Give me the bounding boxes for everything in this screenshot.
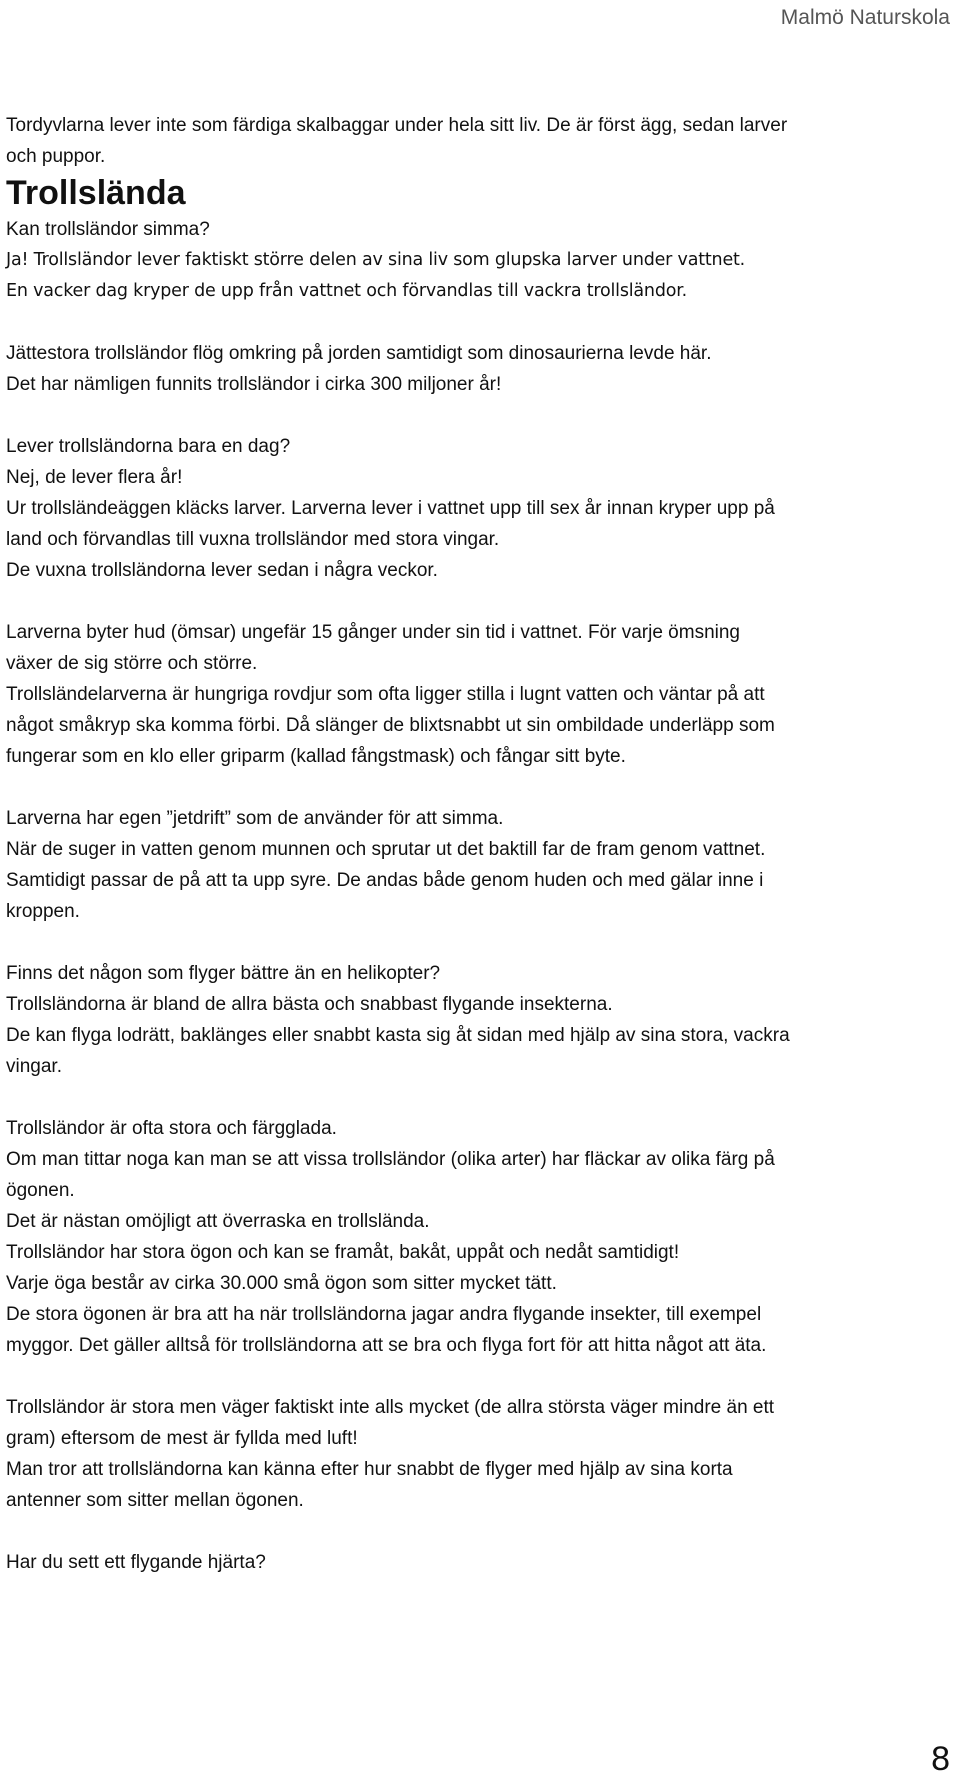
text-line: fungerar som en klo eller griparm (kallad fångstmask) och fångar sitt byte. [6, 746, 626, 767]
paragraph-heart [6, 1547, 946, 1578]
section-title: Trollslända [6, 174, 186, 212]
text-line: De stora ögonen är bra att ha när trollsländorna jagar andra flygande insekter, till exempel [6, 1304, 762, 1325]
text-line: Ur trollsländeäggen kläcks larver. Larverna lever i vattnet upp till sex år innan kryper upp på [6, 498, 775, 519]
paragraph-jet [6, 803, 946, 927]
paragraph-lifespan [6, 431, 946, 586]
page-number: 8 [931, 1740, 950, 1778]
text-line: Kan trollsländor simma? [6, 219, 210, 240]
text-line: växer de sig större och större. [6, 653, 258, 674]
text-line: antenner som sitter mellan ögonen. [6, 1490, 304, 1511]
paragraph-dinosaurs [6, 338, 946, 400]
text-line: De kan flyga lodrätt, baklänges eller snabbt kasta sig åt sidan med hjälp av sina stora, vackra [6, 1025, 790, 1046]
text-line: Trollsländorna är bland de allra bästa och snabbast flygande insekterna. [6, 994, 613, 1015]
text-line: gram) eftersom de mest är fyllda med luft! [6, 1428, 358, 1449]
text-line: Det är nästan omöjligt att överraska en trollslända. [6, 1211, 430, 1232]
text-line: Larverna har egen ”jetdrift” som de använder för att simma. [6, 808, 504, 829]
text-line: Lever trollsländorna bara en dag? [6, 436, 291, 457]
text-line: När de suger in vatten genom munnen och sprutar ut det baktill far de fram genom vattnet. [6, 839, 766, 860]
text-line: vingar. [6, 1056, 62, 1077]
text-line: Ja! Trollsländor lever faktiskt större delen av sina liv som glupska larver under vattnet. [6, 250, 746, 270]
text-line: myggor. Det gäller alltså för trollsländorna att se bra och flyga fort för att hitta något att äta. [6, 1335, 767, 1356]
text-line: kroppen. [6, 901, 80, 922]
text-line: något småkryp ska komma förbi. Då slänger de blixtsnabbt ut sin ombildade underläpp som [6, 715, 775, 736]
text-line: Tordyvlarna lever inte som färdiga skalbaggar under hela sitt liv. De är först ägg, sedan larver [6, 115, 788, 136]
header-org-name: Malmö Naturskola [780, 6, 950, 29]
paragraph-eyes [6, 1113, 946, 1361]
text-line: Om man tittar noga kan man se att vissa trollsländor (olika arter) har fläckar av olika färg på [6, 1149, 775, 1170]
text-line: Nej, de lever flera år! [6, 467, 183, 488]
paragraph-larvae [6, 617, 946, 772]
text-line: Trollsländor är ofta stora och färgglada. [6, 1118, 337, 1139]
text-line: De vuxna trollsländorna lever sedan i några veckor. [6, 560, 438, 581]
paragraph-swim [6, 214, 946, 307]
intro-paragraph [6, 110, 946, 172]
text-line: Har du sett ett flygande hjärta? [6, 1552, 266, 1573]
text-line: Trollsländor har stora ögon och kan se framåt, bakåt, uppåt och nedåt samtidigt! [6, 1242, 680, 1263]
text-line: och puppor. [6, 146, 106, 167]
paragraph-weight [6, 1392, 946, 1516]
text-line: Samtidigt passar de på att ta upp syre. De andas både genom huden och med gälar inne i [6, 870, 764, 891]
text-line: Trollsländor är stora men väger faktiskt inte alls mycket (de allra största väger mindre än ett [6, 1397, 775, 1418]
text-line: Finns det någon som flyger bättre än en helikopter? [6, 963, 441, 984]
text-line: Jättestora trollsländor flög omkring på jorden samtidigt som dinosaurierna levde här. [6, 343, 712, 364]
text-line: land och förvandlas till vuxna trollsländor med stora vingar. [6, 529, 500, 550]
paragraph-flight [6, 958, 946, 1082]
text-line: En vacker dag kryper de upp från vattnet och förvandlas till vackra trollsländor. [6, 281, 687, 301]
text-line: Det har nämligen funnits trollsländor i cirka 300 miljoner år! [6, 374, 502, 395]
text-line: Trollsländelarverna är hungriga rovdjur som ofta ligger stilla i lugnt vatten och väntar på att [6, 684, 765, 705]
text-line: Varje öga består av cirka 30.000 små ögon som sitter mycket tätt. [6, 1273, 557, 1294]
text-line: Larverna byter hud (ömsar) ungefär 15 gånger under sin tid i vattnet. För varje ömsning [6, 622, 740, 643]
text-line: Man tror att trollsländorna kan känna efter hur snabbt de flyger med hjälp av sina korta [6, 1459, 733, 1480]
text-line: ögonen. [6, 1180, 75, 1201]
document-body [6, 110, 946, 1578]
